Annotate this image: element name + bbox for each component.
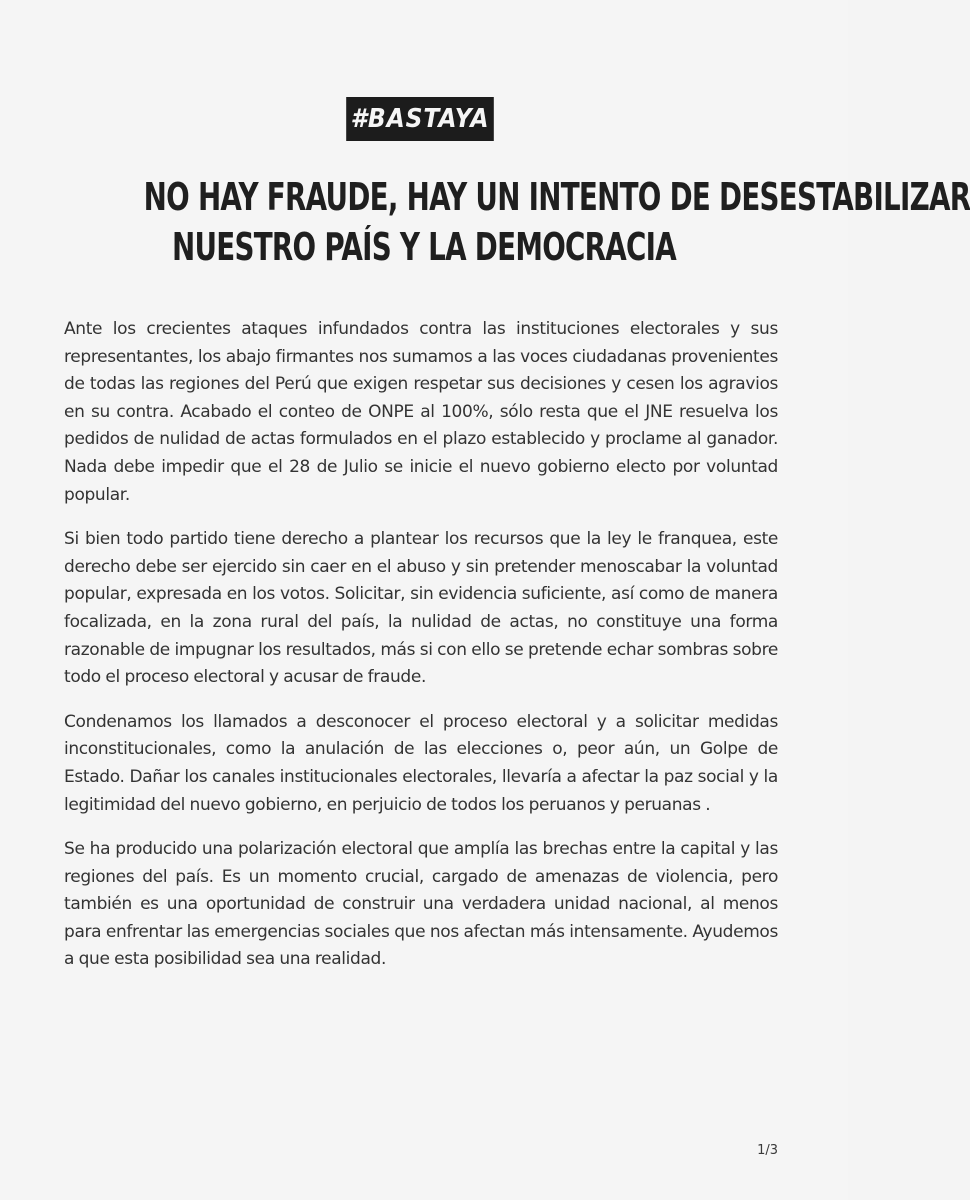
paragraph-4: Se ha producido una polarización electoral que amplía las brechas entre la capital y las regiones del país. Es un momento crucial, cargado de amenazas de violencia, pero también es una oportunidad de construir una verdadera unidad nacional, al menos para enfrentar las emergencias sociales que nos afectan más intensamente. Ayudemos a que esta posibilidad sea una realidad. bbox=[64, 839, 778, 970]
headline-line-2: NUESTRO PAÍS Y LA DEMOCRACIA bbox=[171, 225, 676, 269]
page-number: 1/3 bbox=[757, 1143, 778, 1158]
paragraph-2: Si bien todo partido tiene derecho a plantear los recursos que la ley le franquea, este derecho debe ser ejercido sin caer en el abuso y sin pretender menoscabar la voluntad popular, expresada en los votos. Solicitar, sin evidencia suficiente, así como de manera focalizada, en la zona rural del país, la nulidad de actas, no constituye una forma razonable de impugnar los resultados, más si con ello se pretende echar sombras sobre todo el proceso electoral y acusar de fraude. bbox=[64, 529, 778, 688]
headline-line-1: NO HAY FRAUDE, HAY UN INTENTO DE DESESTABILIZAR bbox=[143, 175, 970, 219]
hashtag-badge: #BASTAYA bbox=[346, 97, 494, 141]
document-body bbox=[64, 316, 778, 991]
paragraph-1: Ante los crecientes ataques infundados contra las instituciones electorales y sus representantes, los abajo firmantes nos sumamos a las voces ciudadanas provenientes de todas las regiones del Perú que exigen respetar sus decisiones y cesen los agravios en su contra. Acabado el conteo de ONPE al 100%, sólo resta que el JNE resuelva los pedidos de nulidad de actas formulados en el plazo establecido y proclame al ganador. Nada debe impedir que el 28 de Julio se inicie el nuevo gobierno electo por voluntad popular. bbox=[64, 319, 778, 505]
headline bbox=[40, 172, 970, 272]
paragraph-3: Condenamos los llamados a desconocer el proceso electoral y a solicitar medidas inconstitucionales, como la anulación de las elecciones o, peor aún, un Golpe de Estado. Dañar los canales institucionales electorales, llevaría a afectar la paz social y la legitimidad del nuevo gobierno, en perjuicio de todos los peruanos y peruanas . bbox=[64, 711, 778, 815]
